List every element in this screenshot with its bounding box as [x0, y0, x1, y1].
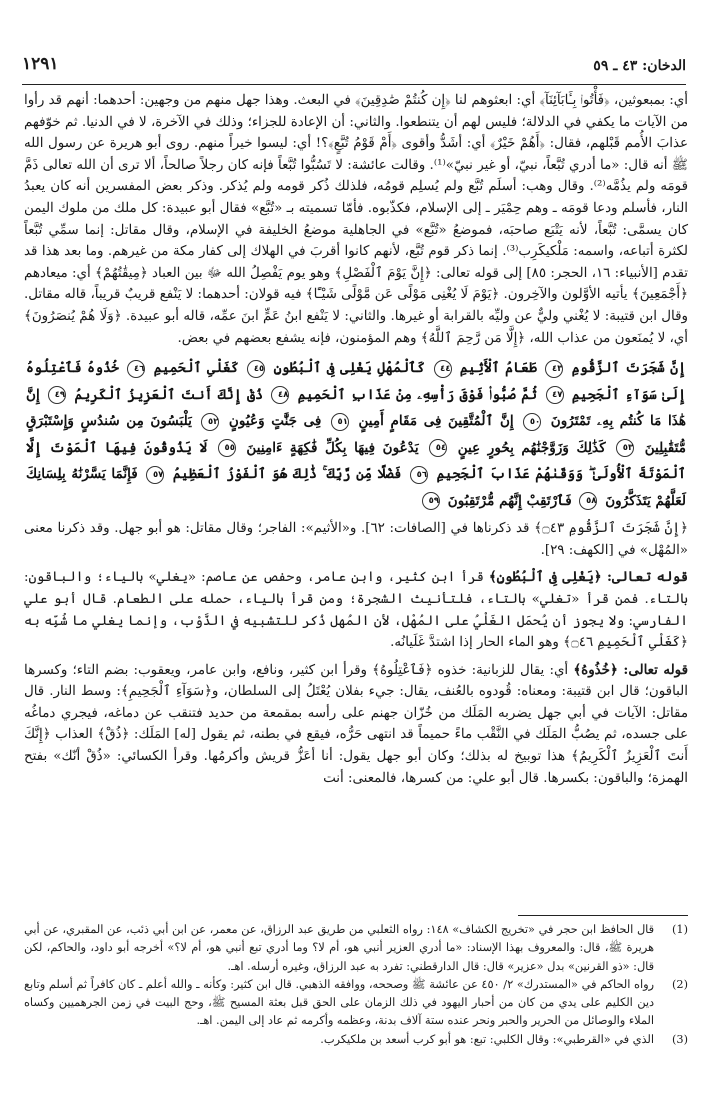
footnote — [24, 921, 688, 976]
verse-number-marker: ٤٣ — [545, 360, 563, 378]
verse-number-marker: ٤٧ — [546, 386, 564, 404]
verse-text: فَٱرْتَقِبْ إِنَّهُم مُّرْتَقِبُونَ — [447, 492, 572, 509]
verse-number-marker: ٥٣ — [616, 439, 634, 457]
header-rule — [22, 84, 686, 85]
main-text — [24, 90, 688, 789]
verse-text: إِنَّ شَجَرَتَ ٱلزَّقُّومِ — [571, 360, 687, 377]
paragraph-commentary-1: أي: بمبعوثين، ﴿فَأْتُوا۟ بِـَٔابَآئِنَآ﴾ أي: ابعثوهم لنا ﴿إِن كُنتُمْ صَٰدِقِينَ﴾ في البعث. وهذا جهل منهم من وجهين: أحدهما: أنهم قد رأوا من الآيات ما يكفي في الدلالة؛ فليس لهم أن يتنطعوا. والثاني: أن الإعادة للجزاء؛ وذلك في الآخرة، لا في الدنيا. ثم خوّفهم عذابَ الأُمم قَبْلهم، فقال: ﴿أَهُمْ خَيْرٌ﴾ أي: أشَدُّ وأقوى ﴿أَمْ قَوْمُ تُبَّعٍ﴾؟! أي: ليسوا خيراً منهم. روى أبو هريرة عن رسول الله ﷺ أنه قال: «ما أدري تُبَّعاً، نبيّ، أو غير نبيّ»⁽¹⁾. وقالت عائشة: لا تَسُبُّوا تُبَّعاً فإنه كان رجلاً صالحاً، ألا ترى أن الله تعالى ذَمَّ قومَه ولم يذُمَّه⁽²⁾. وقال وهب: أسلَم تُبَّع ولم يُسلِم قومُه، فلذلك ذُكر قومه ولم يُذكر. وذكر بعض المفسرين أنه كان يعبدُ النار، فأسلم ودعا قومَه ـ وهم حِمْيَر ـ إلى الإسلام، فكذّبوه. فأمّا تسميته بـ «تُبَّع» فقال أبو عبيدة: كل ملك من ملوك اليمن كان يسمَّى: تُبَّعاً، لأنه يَتْبَع صاحبَه، فموضعُ «تُبَّع» في الجاهلية موضعُ الخليفة في الإسلام، وقال مقاتل: إنما سمِّي تُبَّعاً لكثرة أتباعه، واسمه: مَلْكيكَرِب⁽³⁾. إنما ذكر قوم تُبَّع، لأنهم كانوا أقربَ في الهلاك إلى كفار مكة من غيرهم. وما بعد هذا قد تقدم [الأنبياء: ١٦، الحجر: ٨٥] إلى قوله تعالى: ﴿إِنَّ يَوْمَ ٱلْفَصْلِ﴾ وهو يوم يَفْصِلُ الله ﷻ بين العباد ﴿مِيقَٰتُهُمْ﴾ أي: ميعادهم ﴿أَجْمَعِينَ﴾ يأتيه الأوَّلون والآخِرون. ﴿يَوْمَ لَا يُغْنِى مَوْلًى عَن مَّوْلًى شَيْـًٔا﴾ فيه قولان: أحدهما: لا يَنْفع قريبٌ قريباً، قاله مقاتل. وقال ابن قتيبة: لا يُغْني وليٌّ عن وليِّه بالقرابة أو غيرها. والثاني: لا يَنْفع ابنُ عَمٍّ ابنَ عمِّه، قاله أبو عبيدة. ﴿وَلَا هُمْ يُنصَرُونَ﴾ أي، لا يُمنَعون من عذاب الله، ﴿إِلَّا مَن رَّحِمَ ٱللَّهُ﴾ وهم المؤمنون، فإنه يشفع بعضهم في بعض. — [24, 93, 688, 346]
verse-number-marker: ٤٨ — [271, 386, 289, 404]
verse-number-marker: ٤٩ — [48, 386, 66, 404]
verse-number-marker: ٥٥ — [218, 439, 236, 457]
verse-text: لَا يَذُوقُونَ فِيهَا ٱلْمَوْتَ إِلَّا ٱلْمَوْتَةَ ٱلْأُولَىٰ ۖ وَوَقَىٰهُمْ عَذَابَ ٱلْجَحِيمِ — [26, 439, 687, 483]
verse-number-marker: ٥٩ — [422, 492, 440, 510]
verse-number-marker: ٤٥ — [247, 360, 265, 378]
verse-number-marker: ٥١ — [331, 413, 349, 431]
paragraph-4-body: أي: يقال للزبانية: خذوه ﴿فَٱعْتِلُوهُ﴾ وقرأ ابن كثير، ونافع، وابن عامر، ويعقوب: بضم التاء؛ وكسرها الباقون؛ قال ابن قتيبة: ومعناه: قُودوه بالعُنف، يقال: جيء بفلان يُعْتَلُ إلى السلطان، و﴿سَوَآءِ ٱلْجَحِيمِ﴾: وسط النار. قال مقاتل: الآيات في أبي جهل يضربه المَلَك من خُزّان جهنم على رأسه بمقمعة من حديد فتنقب عن دماغه، فيجري دماغُه على جسده، ثم يصُبُّ المَلَك في النَّقْب ماءً حميماً قد انتهى حَرُّه، فيقع في بطنه، ثم يقول [له] المَلَك: ﴿ذُقْ﴾ العذاب ﴿إِنَّكَ أَنتَ ٱلْعَزِيزُ ٱلْكَرِيمُ﴾ هذا توبيخ له بذلك؛ وكان أبو جهل يقول: أنا أعَزُّ قريش وأكرمُها. وقرأ الكسائي: «ذُقْ أنّك» بفتح الهمزة؛ والباقون: بكسرها. قال أبو علي: من كسرها، فالمعنى: أنت — [24, 662, 688, 786]
verse-text: كَغَلْىِ ٱلْحَمِيمِ — [153, 360, 239, 377]
footnote-number: (3) — [671, 1032, 688, 1046]
verse-number-marker: ٤٤ — [434, 360, 452, 378]
verse-number-marker: ٥٠ — [523, 413, 541, 431]
paragraph-3-lead: قوله تعالى: ﴿يَغْلِى فِى ٱلْبُطُونِ﴾ — [488, 569, 688, 586]
verse-text: إِنَّ هَٰذَا مَا كُنتُم بِهِۦ تَمْتَرُونَ — [26, 386, 687, 430]
footnote-text: الذي في «القرطبي»: وقال الكلبي: تبع: هو أبو كرب أسعد بن ملكيكرب. — [320, 1032, 654, 1046]
verse-text: فِى جَنَّٰتٍ وَعُيُونٍ — [228, 413, 322, 430]
verse-number-marker: ٥٧ — [146, 466, 164, 484]
page-header — [22, 54, 686, 82]
verse-text: فَضْلًا مِّن رَّبِّكَ ۚ ذَٰلِكَ هُوَ ٱلْفَوْزُ ٱلْعَظِيمُ — [172, 466, 402, 483]
verse-number-marker: ٥٤ — [429, 439, 447, 457]
footnote-number: (2) — [671, 977, 688, 991]
verse-text: كَٱلْمُهْلِ يَغْلِى فِى ٱلْبُطُونِ — [273, 360, 426, 377]
verse-number-marker: ٥٢ — [201, 413, 219, 431]
paragraph-3-body: قرأ ابن كثير، وابن عامر، وحفص عن عاصم: «يغلي» بالياء؛ والباقون: بالتاء. فمن قرأ «تغلي» بالتاء، فلتأنيث الشجرة؛ ومن قرأ بالياء، حمله على الطعام. قال أبو علي الفارسي: ولا يجوز أن يُحمَل الغَلْيُ على المُهْل، لأن المُهل ذُكر للتشبيه في الذَّوْب، وإنما يغلي ما شُبِّه به ﴿كَغَلْىِ ٱلْحَمِيمِ ۝٤٦﴾ وهو الماء الحار إذا اشتدَّ غَلَيانُه. — [24, 570, 688, 651]
verse-text: خُذُوهُ فَٱعْتِلُوهُ إِلَىٰ سَوَآءِ ٱلْجَحِيمِ — [26, 360, 687, 403]
verse-text: فَإِنَّمَا يَسَّرْنَٰهُ بِلِسَانِكَ لَعَلَّهُمْ يَتَذَكَّرُونَ — [26, 466, 686, 509]
verse-text: إِنَّ ٱلْمُتَّقِينَ فِى مَقَامٍ أَمِينٍ — [358, 413, 514, 430]
paragraph-commentary-4 — [24, 660, 688, 790]
paragraph-4-lead: قوله تعالى: ﴿خُذُوهُ﴾ — [573, 661, 688, 678]
verse-text: يَلْبَسُونَ مِن سُندُسٍ وَإِسْتَبْرَقٍ مُّتَقَٰبِلِينَ — [26, 413, 687, 456]
verse-number-marker: ٤٦ — [127, 360, 145, 378]
verse-number-marker: ٥٨ — [579, 492, 597, 510]
verse-text: ذُقْ إِنَّكَ أَنتَ ٱلْعَزِيزُ ٱلْكَرِيمُ — [74, 386, 264, 403]
footnote-rule — [518, 915, 688, 916]
quran-verses-block — [24, 355, 688, 514]
verse-text: يَدْعُونَ فِيهَا بِكُلِّ فَٰكِهَةٍ ءَامِنِينَ — [246, 439, 419, 456]
footnote-text: رواه الحاكم في «المستدرك» ٢/ ٤٥٠ عن عائشة ﷺ وصححه، ووافقه الذهبي. قال ابن كثير: وكأنه ـ والله أعلم ـ كان كافراً ثم أسلم وتابع دين الكليم على يدي من كان من أحبار اليهود في ذلك الزمان على الحق قبل بعثة المسيح ﷺ، وحج البيت في زمن الجرهميين وكساه الملاء والوصائل من الحرير والحبر ونحر عنده ستة آلاف بدنة، وعظمه وأكرمه ثم عاد إلى اليمن. اهـ. — [24, 977, 654, 1028]
footnote — [24, 976, 688, 1031]
running-title: الدخان: ٤٣ ـ ٥٩ — [593, 58, 686, 74]
footnote-number: (1) — [671, 923, 688, 936]
verse-text: كَذَٰلِكَ وَزَوَّجْنَٰهُم بِحُورٍ عِينٍ — [457, 439, 606, 456]
footnote-text: قال الحافظ ابن حجر في «تخريج الكشاف» ١٤٨: رواه الثعلبي من طريق عبد الرزاق، عن معمر، عن ابن أبي ذئب، عن المقبري، عن أبي هريرة ﷺ، قال: والمعروف بهذا الإسناد: «ما أدري العزير أنبي هو، أم لا؟ وما أدري تبع أنبي هو، أم لا؟» أخرجه أبو داود، والحاكم، لكن قال: «ذو القرنين» بدل «عزير» قال: قال الدارقطني: تفرد به عبد الرزاق، وغيره أرسله. اهـ. — [24, 923, 654, 973]
paragraph-commentary-2: ﴿إِنَّ شَجَرَتَ ٱلزَّقُّومِ ۝٤٣﴾ قد ذكرناها في [الصافات: ٦٢]. و«الأثيم»: الفاجر؛ وقال مقاتل: هو أبو جهل. وقد ذكرنا معنى «المُهْل» في [الكهف: ٢٩]. — [24, 521, 688, 558]
paragraph-commentary-3 — [24, 567, 688, 653]
verse-number-marker: ٥٦ — [410, 466, 428, 484]
verse-text: طَعَامُ ٱلْأَثِيمِ — [459, 360, 537, 377]
page-number: ١٢٩١ — [22, 54, 59, 74]
footnotes — [24, 921, 688, 1049]
verse-text: ثُمَّ صُبُّوا۟ فَوْقَ رَأْسِهِۦ مِنْ عَذَابِ ٱلْحَمِيمِ — [297, 386, 538, 403]
footnote — [24, 1031, 688, 1049]
